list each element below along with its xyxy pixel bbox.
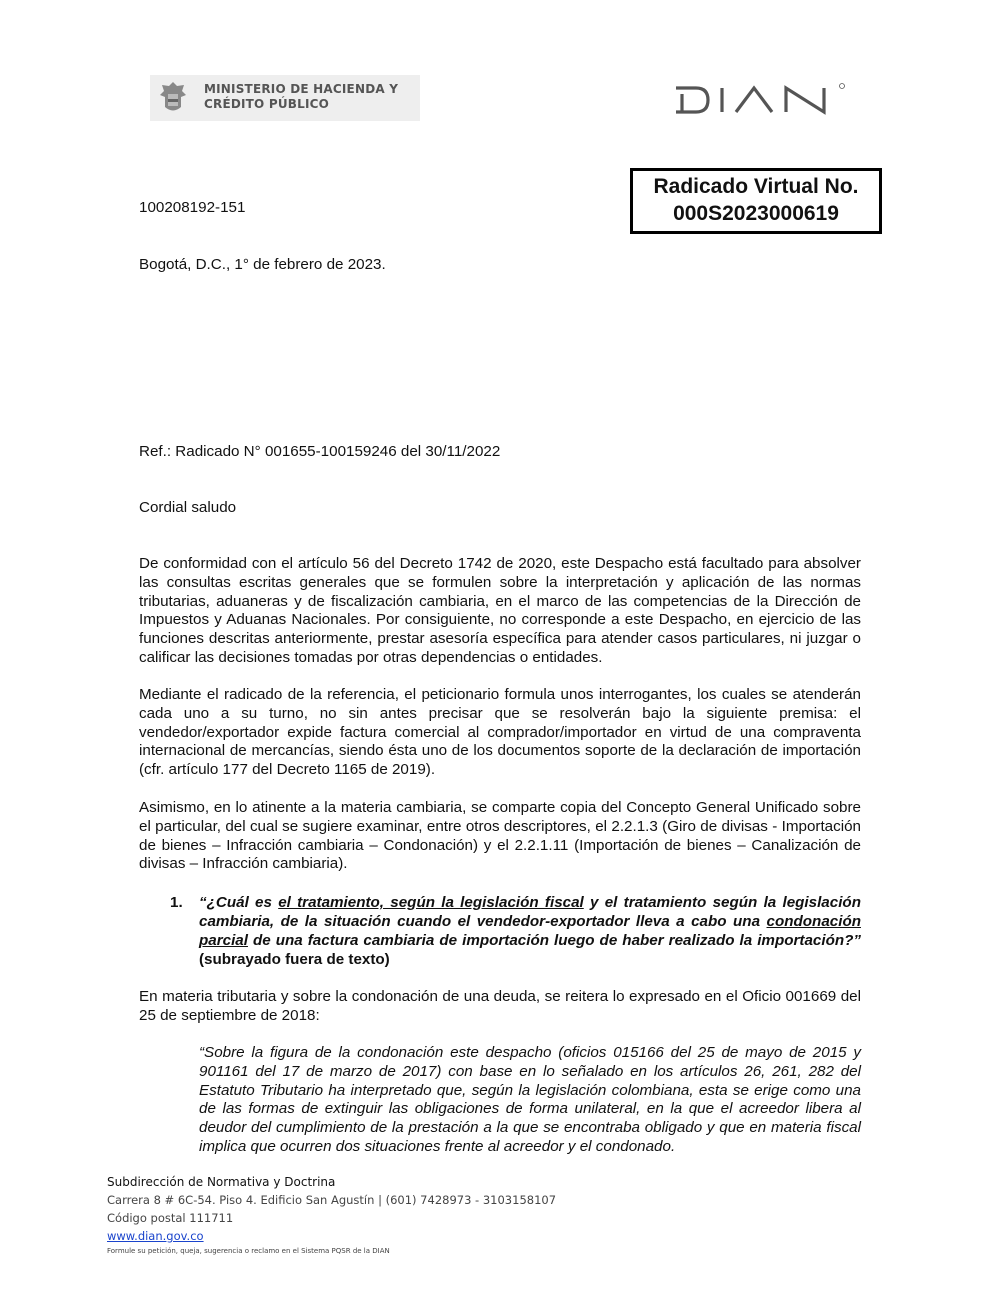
quoted-text: “Sobre la figura de la condonación este despacho (oficios 015166 del 25 de mayo de 2015 y 901161 del 17 de marzo de 2017) con base en lo señalado en los artículos 26, 261, 282 del Estatuto Tributario ha interpretado que, según la legislación colombiana, esta se erige como una de las formas de extinguir las obligaciones de forma unilateral, en la que el acreedor libera al deudor del cumplimiento de la prestación a la que se encontraba obligado y que en materia fiscal implica que ocurren dos situaciones frente al acreedor y el condonado. (199, 1044, 861, 1155)
dian-logo (674, 80, 854, 120)
paragraph-4: En materia tributaria y sobre la condonación de una deuda, se reitera lo expresado en el Oficio 001669 del 25 de septiembre de 2018: (139, 988, 861, 1024)
ministry-logo (150, 75, 420, 121)
footer (107, 1174, 556, 1257)
footer-website-link[interactable]: www.dian.gov.co (107, 1229, 204, 1243)
ministry-name-line2: CRÉDITO PÚBLICO (204, 97, 330, 111)
question-text-1: “¿Cuál es (199, 894, 279, 911)
greeting: Cordial saludo (139, 499, 237, 516)
footer-address: Carrera 8 # 6C-54. Piso 4. Edificio San Agustín | (601) 7428973 - 3103158107 (107, 1193, 557, 1207)
radicado-label: Radicado Virtual No. (653, 175, 859, 198)
question-underlined-1: el tratamiento, según la legislación fiscal (278, 894, 584, 911)
date-line: Bogotá, D.C., 1° de febrero de 2023. (139, 256, 386, 273)
question-text-2: y el tratamiento según la legislación cambiaria, de la situación cuando el vendedor-exportador lleva a cabo una (199, 894, 861, 930)
ministry-name (204, 82, 398, 112)
question-underlined-2: condonación parcial (199, 913, 861, 949)
paragraph-3: Asimismo, en lo atinente a la materia cambiaria, se comparte copia del Concepto General Unificado sobre el particular, del cual se sugiere examinar, entre otros descriptores, el 2.2.1.3 (Giro de divisas - Importación de bienes – Infracción cambiaria – Condonación) y el 2.2.1.11 (Importación de bienes – Canalización de divisas – Infracción cambiaria). (139, 799, 861, 873)
radicado-number: 000S2023000619 (673, 202, 839, 225)
paragraph-2: Mediante el radicado de la referencia, el peticionario formula unos interrogantes, los cuales se atenderán cada uno a su turno, no sin antes precisar que se resolverán bajo la siguiente premisa: el vendedor/exportador expide factura comercial al comprador/importador en virtud de una compraventa internacional de mercancías, siendo ésta uno de los documentos soporte de la declaración de importación (cfr. artículo 177 del Decreto 1165 de 2019). (139, 686, 861, 779)
document-reference-number: 100208192-151 (139, 199, 246, 216)
footer-office: Subdirección de Normativa y Doctrina (107, 1175, 336, 1189)
radicado-box (630, 168, 882, 234)
question-note: (subrayado fuera de texto) (199, 951, 390, 968)
question-number: 1. (170, 894, 183, 911)
coat-of-arms-icon (158, 81, 188, 115)
question-text-3: de una factura cambiaria de importación luego de haber realizado la importación?” (247, 932, 861, 949)
footer-postal-code: Código postal 111711 (107, 1211, 234, 1225)
ministry-name-line1: MINISTERIO DE HACIENDA Y (204, 82, 399, 96)
paragraph-1: De conformidad con el artículo 56 del Decreto 1742 de 2020, este Despacho está facultado para absolver las consultas escritas generales que se formulen sobre la interpretación y aplicación de las normas tributarias, aduaneras y de fiscalización cambiaria, en el marco de las competencias de la Dirección de Impuestos y Aduanas Nacionales. Por consiguiente, no corresponde a este Despacho, en ejercicio de las funciones descritas anteriormente, prestar asesoría específica para atender casos particulares, ni juzgar o calificar las decisiones tomadas por otras dependencias o entidades. (139, 555, 861, 666)
question-1 (199, 893, 861, 969)
ref-line: Ref.: Radicado N° 001655-100159246 del 30/11/2022 (139, 443, 501, 460)
footer-pqsr-note: Formule su petición, queja, sugerencia o reclamo en el Sistema PQSR de la DIAN (107, 1247, 390, 1255)
